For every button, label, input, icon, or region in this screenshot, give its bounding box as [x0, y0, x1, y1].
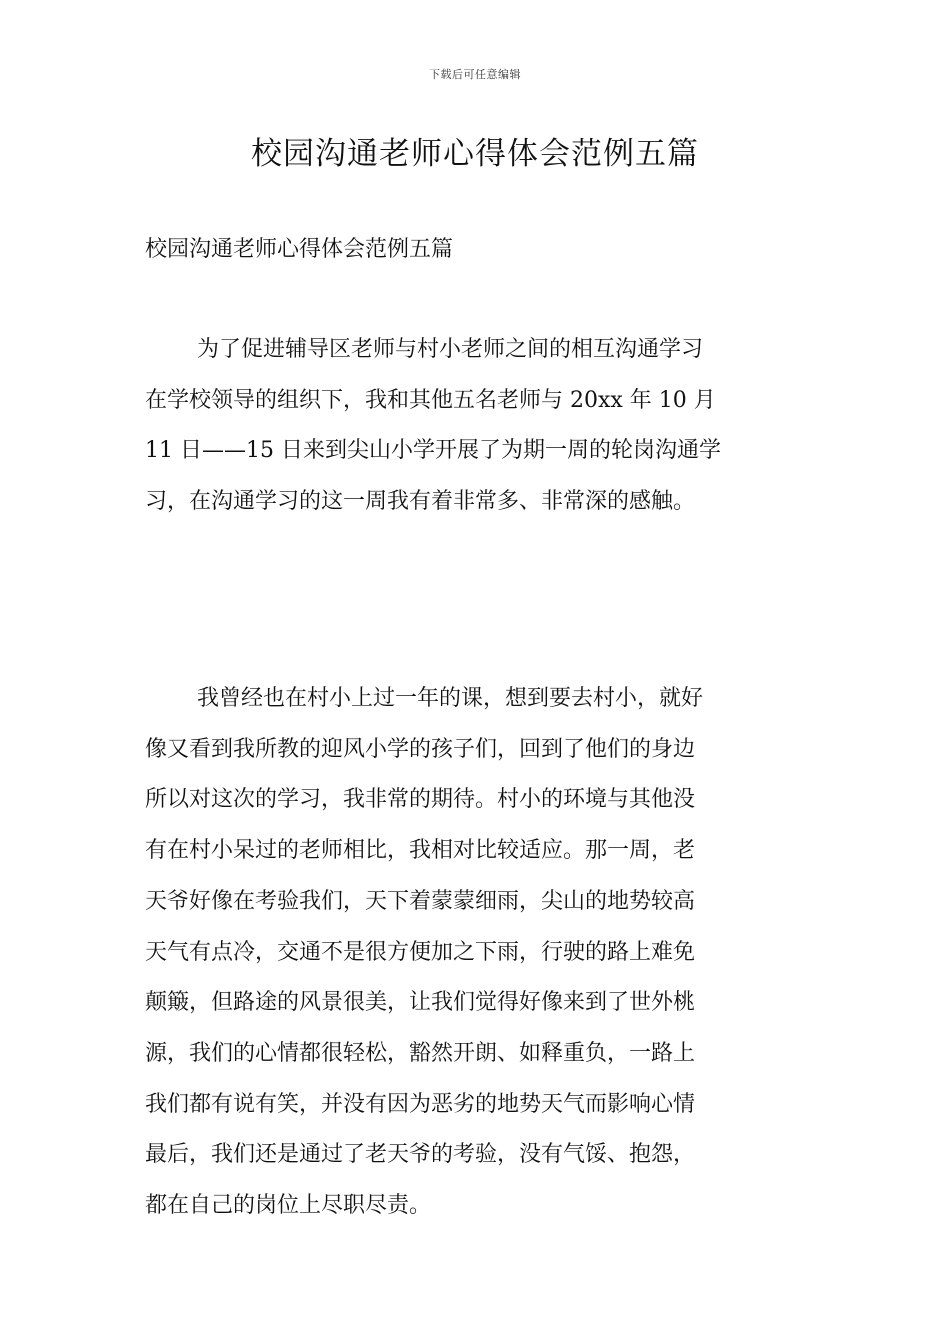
paragraph-line: 天气有点冷，交通不是很方便加之下雨，行驶的路上难免 [145, 939, 696, 965]
paragraph-line: 所以对这次的学习，我非常的期待。村小的环境与其他没 [145, 787, 696, 813]
paragraph-2 [145, 674, 807, 1232]
paragraph-1 [145, 325, 807, 528]
paragraph-line: 11 日——15 日来到尖山小学开展了为期一周的轮岗沟通学 [145, 438, 721, 464]
header-note: 下载后可任意编辑 [429, 68, 521, 81]
document-title: 校园沟通老师心得体会范例五篇 [251, 136, 699, 172]
paragraph-line: 最后，我们还是通过了老天爷的考验，没有气馁、抱怨， [145, 1142, 696, 1168]
paragraph-line: 在学校领导的组织下，我和其他五名老师与 20xx 年 10 月 [145, 387, 716, 413]
paragraph-line: 都在自己的岗位上尽职尽责。 [145, 1193, 432, 1219]
paragraph-line: 天爷好像在考验我们，天下着蒙蒙细雨，尖山的地势较高 [145, 888, 696, 914]
document-subtitle: 校园沟通老师心得体会范例五篇 [145, 237, 454, 262]
paragraph-line: 有在村小呆过的老师相比，我相对比较适应。那一周，老 [145, 838, 696, 864]
paragraph-line: 为了促进辅导区老师与村小老师之间的相互沟通学习 [197, 337, 704, 362]
paragraph-line: 我们都有说有笑，并没有因为恶劣的地势天气而影响心情 [145, 1091, 696, 1117]
paragraph-line: 习，在沟通学习的这一周我有着非常多、非常深的感触。 [145, 489, 696, 515]
paragraph-line: 像又看到我所教的迎风小学的孩子们，回到了他们的身边 [145, 736, 696, 762]
paragraph-line: 颠簸，但路途的风景很美，让我们觉得好像来到了世外桃 [145, 990, 696, 1016]
paragraph-line: 我曾经也在村小上过一年的课，想到要去村小，就好 [197, 686, 704, 711]
paragraph-line: 源，我们的心情都很轻松，豁然开朗、如释重负，一路上 [145, 1040, 696, 1066]
